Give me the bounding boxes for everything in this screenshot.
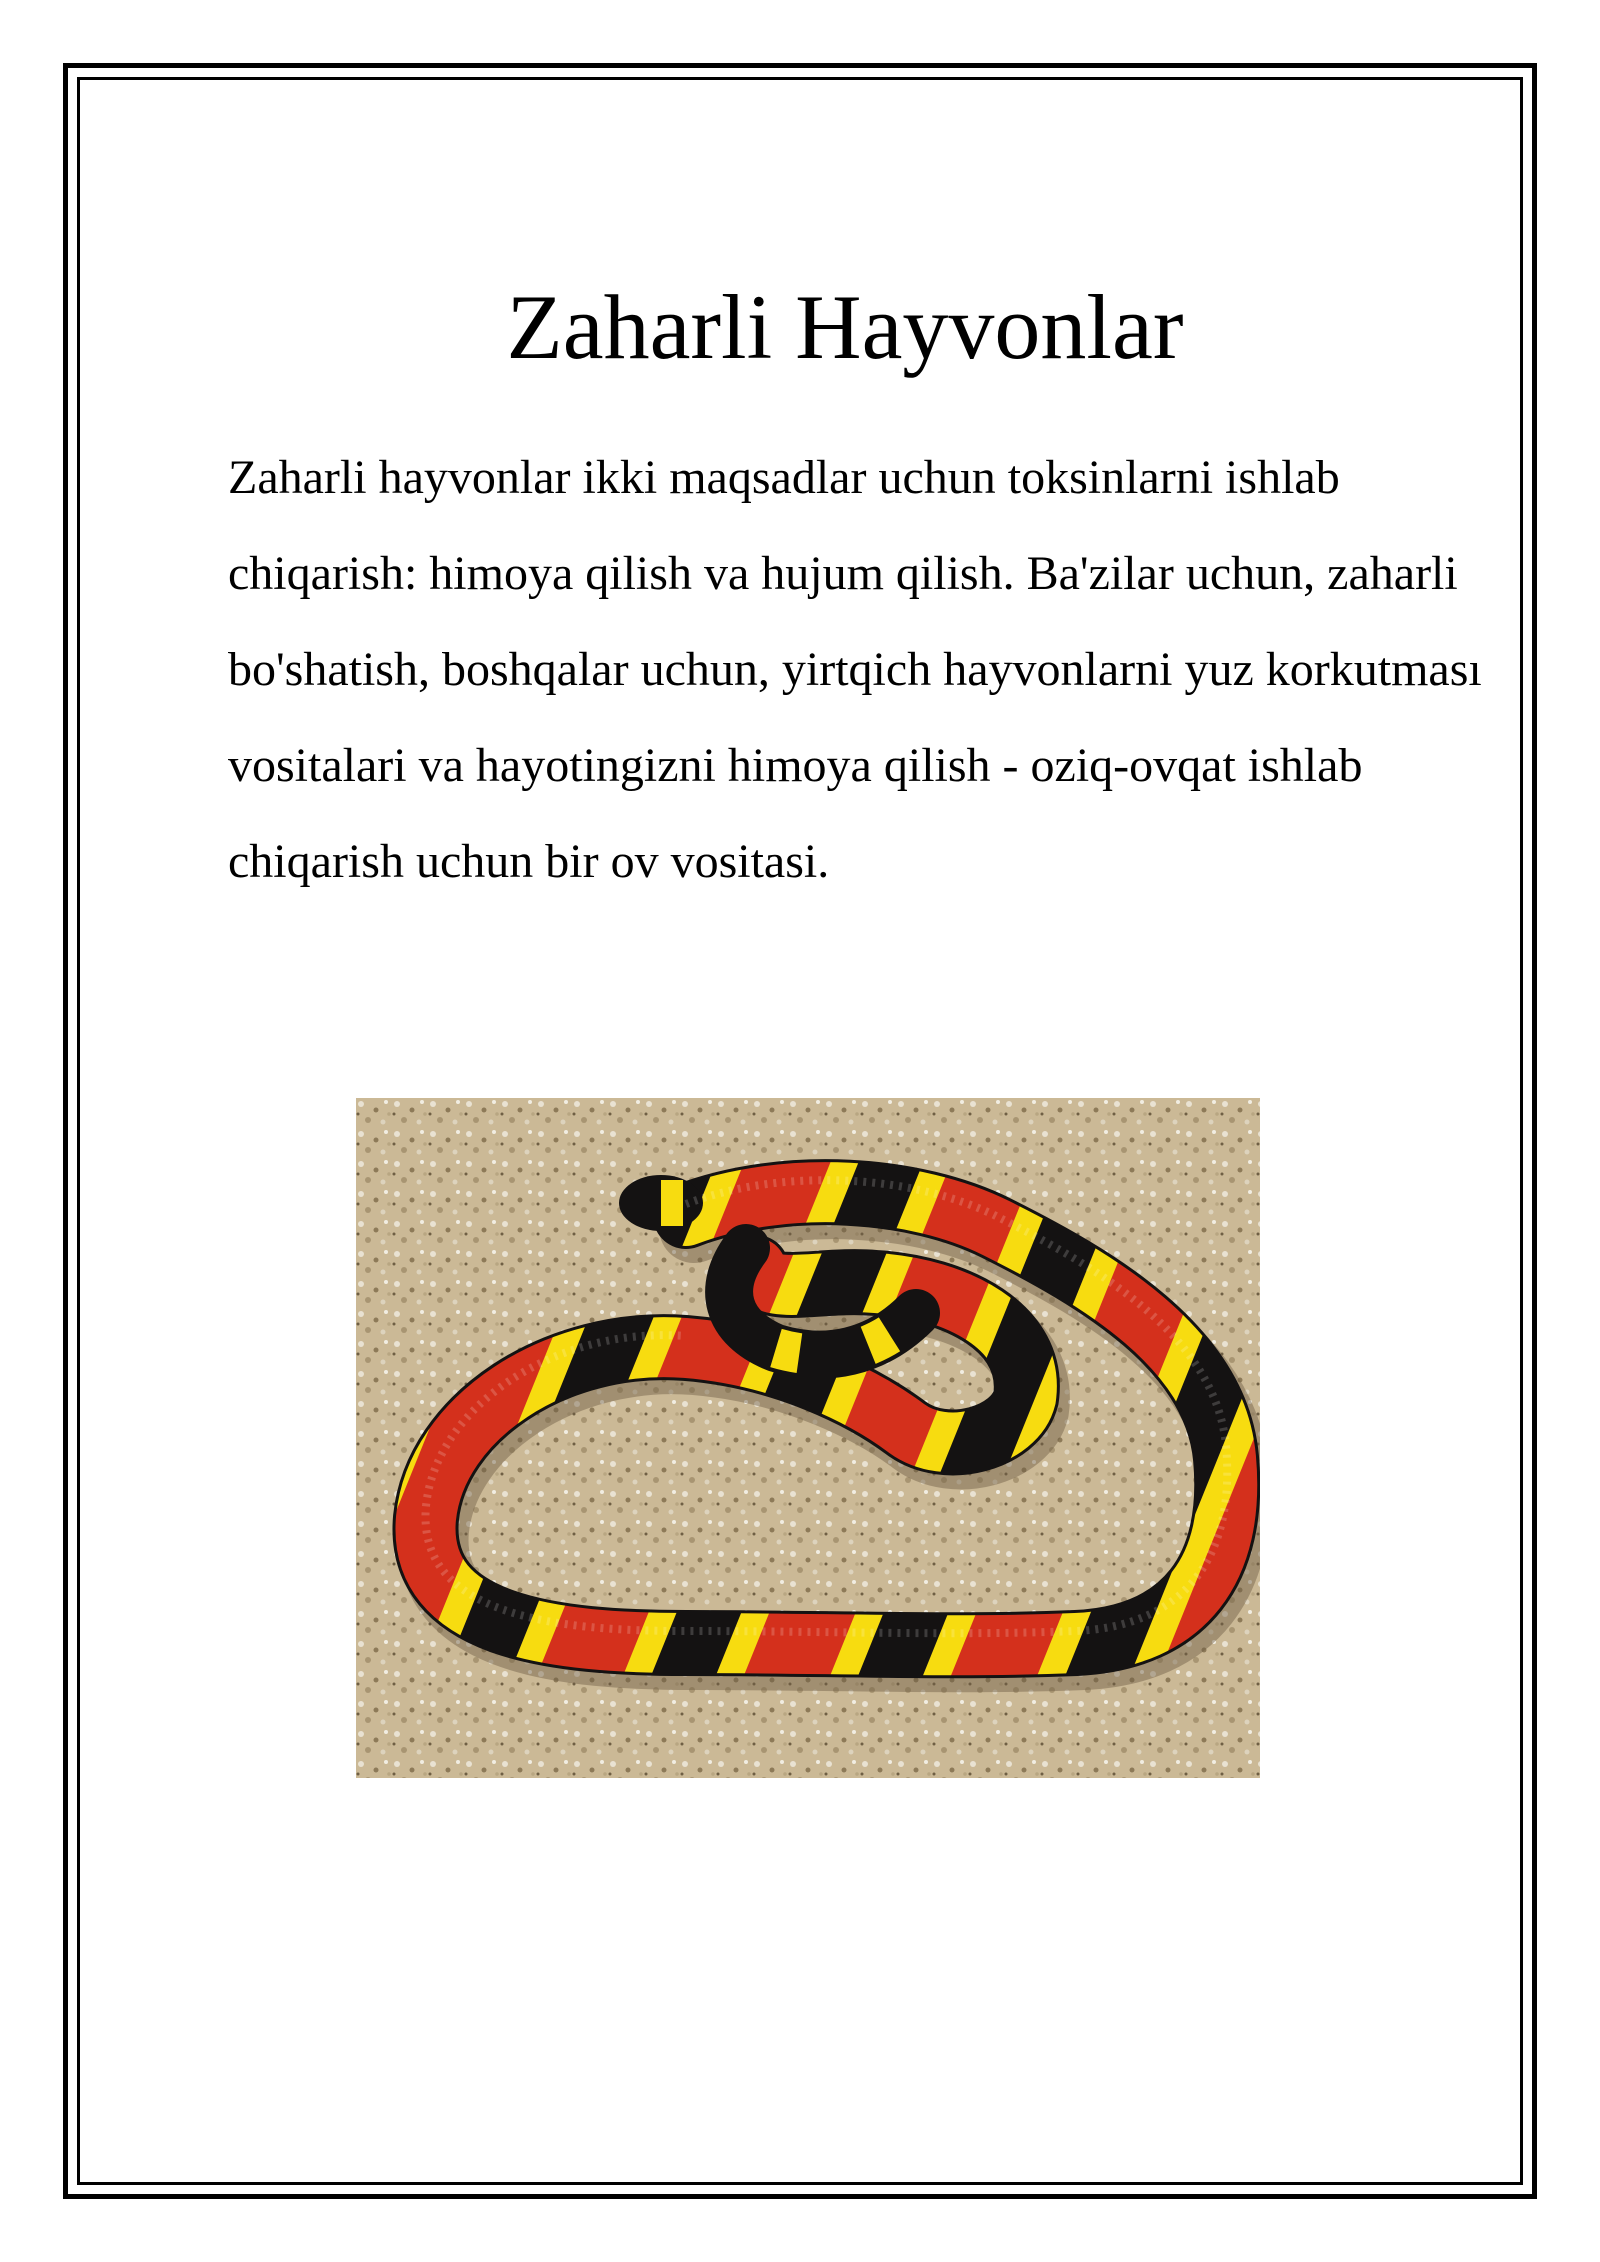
- page-title: Zaharli Hayvonlar: [506, 276, 1184, 378]
- coral-snake-photo: [356, 1098, 1260, 1778]
- body-paragraph: Zaharli hayvonlar ikki maqsadlar uchun toksinlarni ishlab chiqarish: himoya qilish va hujum qilish. Ba'zilar uchun, zaharli bo'shatish, boshqalar uchun, yirtqich hayvonlarni yuz korkutması vositalari va hayotingizni himoya qilish - oziq-ovqat ishlab chiqarish uchun bir ov vositasi.: [228, 451, 1482, 888]
